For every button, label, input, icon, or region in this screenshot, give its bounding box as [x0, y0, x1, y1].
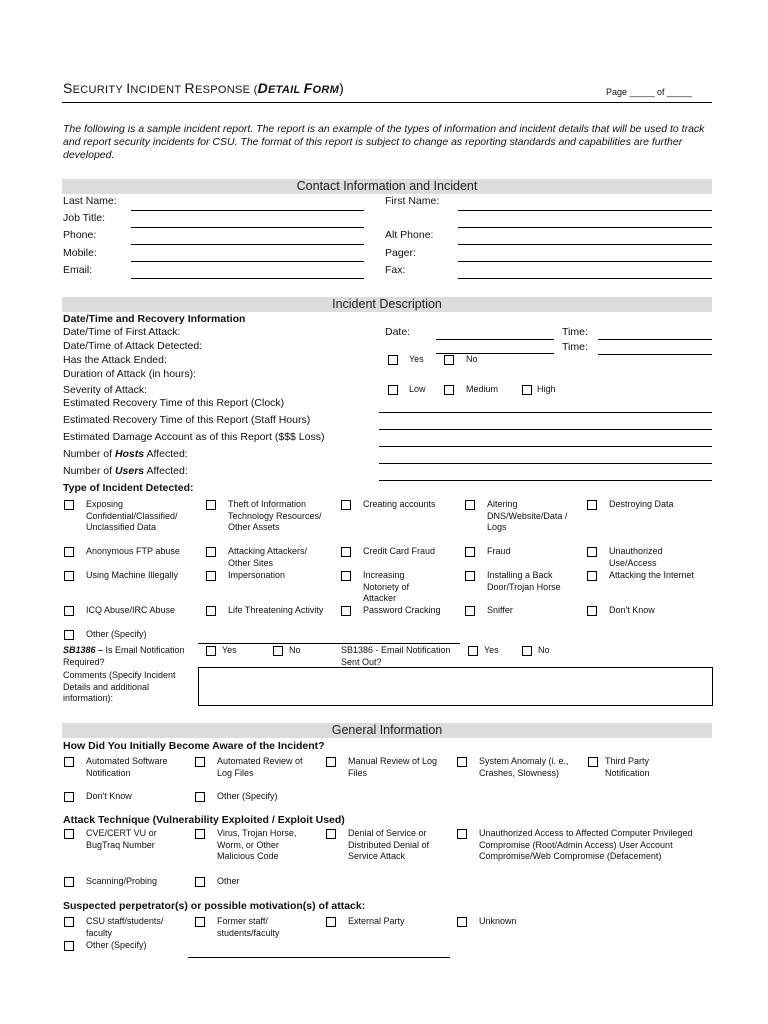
perp-label: Unknown [479, 916, 517, 926]
type-label: Password Cracking [363, 605, 441, 615]
users-affected-field[interactable] [379, 480, 712, 481]
type-label: Life Threatening Activity [228, 605, 324, 615]
aware-dont-know-checkbox[interactable] [64, 792, 74, 802]
perp-label: CSU staff/students/ faculty [86, 916, 164, 938]
type-ftp-checkbox[interactable] [64, 547, 74, 557]
recovery-staff-field[interactable] [379, 429, 712, 430]
type-impersonation-checkbox[interactable] [206, 571, 216, 581]
job-title-field[interactable] [131, 227, 364, 228]
intro-paragraph: The following is a sample incident report. The report is an example of the types of information and incident details that will be used to track and report security incidents for CSU. The format of this report is subject to change as reporting standards and capabilities are further developed. [63, 123, 705, 161]
type-unauthorized-checkbox[interactable] [587, 547, 597, 557]
first-name-field-2[interactable] [458, 227, 712, 228]
technique-scanning-checkbox[interactable] [64, 877, 74, 887]
perp-unknown-checkbox[interactable] [457, 917, 467, 927]
type-illegal-use-checkbox[interactable] [64, 571, 74, 581]
technique-label: Other [217, 876, 240, 886]
recovery-clock-label: Estimated Recovery Time of this Report (Clock) [63, 397, 285, 409]
technique-label: CVE/CERT VU or BugTraq Number [86, 828, 157, 850]
pager-field[interactable] [458, 261, 712, 262]
severity-high-label: High [537, 384, 556, 394]
severity-low-checkbox[interactable] [388, 385, 398, 395]
type-attacking-internet-checkbox[interactable] [587, 571, 597, 581]
last-name-label: Last Name: [63, 195, 117, 207]
sb1386-sent-yes-checkbox[interactable] [468, 646, 478, 656]
technique-cve-checkbox[interactable] [64, 829, 74, 839]
aware-manual-review-checkbox[interactable] [326, 757, 336, 767]
type-of-incident-heading: Type of Incident Detected: [63, 482, 194, 494]
aware-system-anomaly-checkbox[interactable] [457, 757, 467, 767]
type-sniffer-checkbox[interactable] [465, 606, 475, 616]
aware-heading: How Did You Initially Become Aware of the Incident? [63, 740, 325, 752]
type-other-checkbox[interactable] [64, 630, 74, 640]
type-altering-checkbox[interactable] [465, 500, 475, 510]
comments-label: Comments (Specify Incident Details and additional information): [63, 670, 176, 703]
users-affected-label: Number of Users Affected: [63, 465, 188, 477]
date-field[interactable] [436, 339, 554, 340]
no-label: No [466, 354, 478, 364]
technique-label: Unauthorized Access to Affected Computer Privileged Compromise (Root/Admin Access) User Account Compromise/Web Compromise (Defacement) [479, 828, 693, 861]
type-creating-accounts-checkbox[interactable] [341, 500, 351, 510]
aware-label: Manual Review of Log Files [348, 756, 438, 778]
aware-label: Automated Software Notification [86, 756, 168, 778]
type-dont-know-checkbox[interactable] [587, 606, 597, 616]
type-label: Increasing Notoriety of Attacker [363, 570, 410, 603]
no-label: No [538, 645, 550, 655]
type-label: Destroying Data [609, 499, 674, 509]
aware-label: System Anomaly (i. e., Crashes, Slowness) [479, 756, 569, 778]
type-label: Creating accounts [363, 499, 436, 509]
type-label: Using Machine Illegally [86, 570, 179, 580]
aware-automated-software-checkbox[interactable] [64, 757, 74, 767]
job-title-label: Job Title: [63, 212, 106, 224]
type-label: Exposing Confidential/Classified/ Unclassified Data [86, 499, 178, 532]
sb1386-sent-no-checkbox[interactable] [522, 646, 532, 656]
first-attack-label: Date/Time of First Attack: [63, 326, 181, 338]
sb1386-sent-question: SB1386 - Email Notification Sent Out? [341, 645, 451, 667]
form-title: SECURITY INCIDENT RESPONSE (DETAIL FORM) [63, 80, 345, 96]
email-label: Email: [63, 264, 93, 276]
type-exposing-data-checkbox[interactable] [64, 500, 74, 510]
phone-field[interactable] [131, 244, 364, 245]
sb1386-required-no-checkbox[interactable] [273, 646, 283, 656]
attack-ended-no-checkbox[interactable] [444, 355, 454, 365]
time-label: Time: [562, 326, 588, 338]
date-field-2[interactable] [436, 353, 554, 354]
severity-low-label: Low [409, 384, 426, 394]
technique-virus-checkbox[interactable] [195, 829, 205, 839]
type-other-label: Other (Specify) [86, 629, 147, 639]
last-name-field[interactable] [131, 210, 364, 211]
technique-label: Denial of Service or Distributed Denial of Service Attack [348, 828, 430, 861]
mobile-label: Mobile: [63, 247, 97, 259]
type-label: Attacking Attackers/ Other Sites [228, 546, 308, 568]
pager-label: Pager: [385, 247, 416, 259]
sb1386-required-yes-checkbox[interactable] [206, 646, 216, 656]
aware-other-checkbox[interactable] [195, 792, 205, 802]
aware-label: Other (Specify) [217, 791, 278, 801]
time-field-detected[interactable] [598, 354, 712, 355]
type-life-threatening-checkbox[interactable] [206, 606, 216, 616]
technique-other-checkbox[interactable] [195, 877, 205, 887]
title-rule [62, 102, 712, 103]
type-notoriety-checkbox[interactable] [341, 571, 351, 581]
no-label: No [289, 645, 301, 655]
severity-high-checkbox[interactable] [522, 385, 532, 395]
time-label-detected: Time: [562, 341, 588, 353]
page-number-label: Page _____ of _____ [606, 87, 693, 97]
severity-label: Severity of Attack: [63, 384, 148, 396]
perp-other-field[interactable] [188, 957, 450, 958]
datetime-heading: Date/Time and Recovery Information [63, 313, 246, 325]
perp-former-checkbox[interactable] [195, 917, 205, 927]
type-password-cracking-checkbox[interactable] [341, 606, 351, 616]
perpetrator-heading: Suspected perpetrator(s) or possible motivation(s) of attack: [63, 900, 366, 912]
technique-unauthorized-access-checkbox[interactable] [457, 829, 467, 839]
first-name-label: First Name: [385, 195, 440, 207]
type-other-field[interactable] [198, 643, 460, 644]
section-heading-contact: Contact Information and Incident [62, 179, 712, 194]
recovery-staff-label: Estimated Recovery Time of this Report (Staff Hours) [63, 414, 311, 426]
type-label: Impersonation [228, 570, 286, 580]
date-label: Date: [385, 326, 411, 338]
perp-label: External Party [348, 916, 405, 926]
type-attacking-attackers-checkbox[interactable] [206, 547, 216, 557]
damage-field[interactable] [379, 446, 712, 447]
type-backdoor-checkbox[interactable] [465, 571, 475, 581]
type-theft-checkbox[interactable] [206, 500, 216, 510]
type-label: Installing a Back Door/Trojan Horse [487, 570, 561, 592]
sb1386-question: SB1386 – Is Email Notification Required? [63, 645, 185, 667]
type-label: Theft of Information Technology Resources/ Other Assets [228, 499, 322, 532]
technique-label: Virus, Trojan Horse, Worm, or Other Malicious Code [217, 828, 297, 861]
perp-label: Former staff/ students/faculty [217, 916, 280, 938]
yes-label: Yes [484, 645, 499, 655]
yes-label: Yes [222, 645, 237, 655]
type-label: Anonymous FTP abuse [86, 546, 180, 556]
type-fraud-checkbox[interactable] [465, 547, 475, 557]
technique-heading: Attack Technique (Vulnerability Exploited / Exploit Used) [63, 814, 345, 826]
aware-third-party-checkbox[interactable] [588, 757, 598, 767]
section-heading-incident: Incident Description [62, 297, 712, 312]
perp-other-label: Other (Specify) [86, 940, 147, 950]
recovery-clock-field[interactable] [379, 412, 712, 413]
attack-ended-yes-checkbox[interactable] [388, 355, 398, 365]
attack-ended-label: Has the Attack Ended: [63, 354, 167, 366]
mobile-field[interactable] [131, 261, 364, 262]
alt-phone-label: Alt Phone: [385, 229, 434, 241]
severity-medium-checkbox[interactable] [444, 385, 454, 395]
hosts-affected-label: Number of Hosts Affected: [63, 448, 188, 460]
type-destroying-checkbox[interactable] [587, 500, 597, 510]
damage-label: Estimated Damage Account as of this Report ($$$ Loss) [63, 431, 325, 443]
type-label: Fraud [487, 546, 511, 556]
time-field[interactable] [598, 339, 712, 340]
technique-dos-checkbox[interactable] [326, 829, 336, 839]
type-label: Altering DNS/Website/Data / Logs [487, 499, 568, 532]
email-field[interactable] [131, 278, 364, 279]
comments-textarea[interactable] [198, 667, 713, 706]
hosts-affected-field[interactable] [379, 463, 712, 464]
type-label: Unauthorized Use/Access [609, 546, 663, 568]
type-credit-card-checkbox[interactable] [341, 547, 351, 557]
attack-detected-label: Date/Time of Attack Detected: [63, 340, 203, 352]
aware-label: Don't Know [86, 791, 132, 801]
section-heading-general: General Information [62, 723, 712, 738]
aware-automated-review-checkbox[interactable] [195, 757, 205, 767]
type-label: ICQ Abuse/IRC Abuse [86, 605, 176, 615]
yes-label: Yes [409, 354, 424, 364]
fax-label: Fax: [385, 264, 406, 276]
type-label: Sniffer [487, 605, 513, 615]
type-label: Credit Card Fraud [363, 546, 436, 556]
aware-label: Automated Review of Log Files [217, 756, 303, 778]
phone-label: Phone: [63, 229, 97, 241]
perp-csu-checkbox[interactable] [64, 917, 74, 927]
fax-field[interactable] [458, 278, 712, 279]
first-name-field[interactable] [458, 210, 712, 211]
duration-label: Duration of Attack (in hours): [63, 368, 197, 380]
type-label: Attacking the Internet [609, 570, 695, 580]
type-icq-checkbox[interactable] [64, 606, 74, 616]
technique-label: Scanning/Probing [86, 876, 158, 886]
perp-external-checkbox[interactable] [326, 917, 336, 927]
type-label: Don't Know [609, 605, 655, 615]
perp-other-checkbox[interactable] [64, 941, 74, 951]
aware-label: Third Party Notification [605, 756, 650, 778]
severity-medium-label: Medium [466, 384, 499, 394]
alt-phone-field[interactable] [458, 244, 712, 245]
